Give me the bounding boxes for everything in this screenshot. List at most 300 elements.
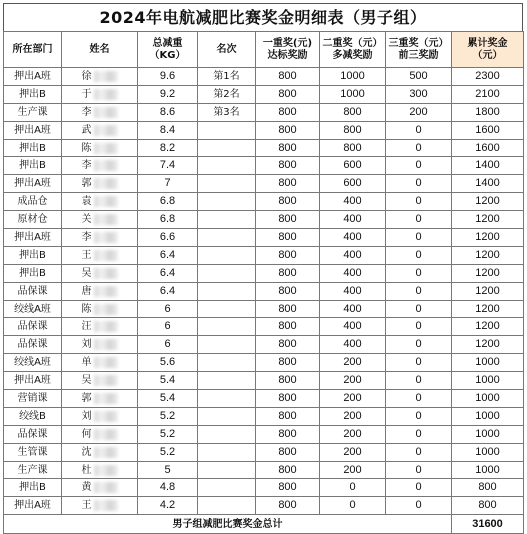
total-row [4, 515, 524, 534]
cell-rank [198, 479, 256, 497]
total-value: 31600 [452, 515, 524, 534]
redaction-blur [94, 286, 118, 297]
name-text: 武 [81, 124, 92, 136]
cell-award1: 800 [256, 264, 320, 282]
cell-dept: 绞线B [4, 407, 62, 425]
cell-name [62, 336, 138, 354]
name-wrap [82, 248, 118, 263]
cell-name [62, 443, 138, 461]
cell-award2: 0 [320, 479, 386, 497]
cell-total: 2300 [452, 68, 524, 86]
name-wrap [82, 123, 118, 138]
cell-rank: 第2名 [198, 85, 256, 103]
redaction-blur [94, 232, 118, 243]
cell-name [62, 246, 138, 264]
cell-award3: 0 [386, 425, 452, 443]
cell-award3: 0 [386, 211, 452, 229]
name-wrap [82, 284, 118, 299]
name-text: 吴 [81, 267, 92, 279]
total-label: 男子组减肥比赛奖金总计 [4, 515, 452, 534]
table-row [4, 300, 524, 318]
cell-weight-loss: 6.8 [138, 193, 198, 211]
cell-rank [198, 461, 256, 479]
cell-award3: 0 [386, 121, 452, 139]
table-body [4, 68, 524, 515]
table-row [4, 193, 524, 211]
cell-award1: 800 [256, 300, 320, 318]
name-text: 唐 [81, 285, 92, 297]
cell-award3: 0 [386, 372, 452, 390]
cell-award2: 0 [320, 497, 386, 515]
cell-award2: 400 [320, 211, 386, 229]
cell-award1: 800 [256, 139, 320, 157]
cell-dept: 押出A班 [4, 372, 62, 390]
cell-dept: 押出A班 [4, 497, 62, 515]
cell-total: 1000 [452, 390, 524, 408]
cell-weight-loss: 6 [138, 318, 198, 336]
cell-total: 1200 [452, 318, 524, 336]
cell-dept: 成品仓 [4, 193, 62, 211]
cell-total: 2100 [452, 85, 524, 103]
cell-rank [198, 229, 256, 247]
cell-rank [198, 443, 256, 461]
cell-rank [198, 407, 256, 425]
cell-award3: 0 [386, 139, 452, 157]
name-wrap [82, 230, 118, 245]
header-weight-loss-line1: 总减重 [152, 37, 183, 49]
cell-award1: 800 [256, 121, 320, 139]
name-wrap [82, 445, 118, 460]
cell-award2: 600 [320, 175, 386, 193]
cell-award1: 800 [256, 372, 320, 390]
cell-award3: 200 [386, 103, 452, 121]
name-text: 刘 [81, 339, 92, 351]
redaction-blur [94, 465, 118, 476]
cell-name [62, 407, 138, 425]
cell-award2: 400 [320, 229, 386, 247]
name-wrap [82, 498, 118, 513]
cell-total: 1000 [452, 425, 524, 443]
cell-total: 1800 [452, 103, 524, 121]
redaction-blur [94, 178, 118, 189]
name-wrap [82, 427, 118, 442]
cell-dept: 绞线A班 [4, 354, 62, 372]
cell-award1: 800 [256, 211, 320, 229]
cell-total: 1400 [452, 157, 524, 175]
cell-total: 1200 [452, 282, 524, 300]
name-text: 何 [81, 428, 92, 440]
cell-name [62, 264, 138, 282]
header-rank: 名次 [198, 32, 256, 68]
cell-award2: 400 [320, 282, 386, 300]
cell-award1: 800 [256, 103, 320, 121]
cell-dept: 押出A班 [4, 68, 62, 86]
table-row [4, 157, 524, 175]
header-total-line2: （元） [472, 49, 503, 61]
redaction-blur [94, 160, 118, 171]
cell-weight-loss: 7.4 [138, 157, 198, 175]
redaction-blur [94, 304, 118, 315]
cell-weight-loss: 5 [138, 461, 198, 479]
table-row [4, 264, 524, 282]
cell-dept: 品保课 [4, 318, 62, 336]
cell-name [62, 193, 138, 211]
cell-weight-loss: 6.4 [138, 246, 198, 264]
cell-weight-loss: 4.2 [138, 497, 198, 515]
name-text: 汪 [81, 321, 92, 333]
table-row [4, 461, 524, 479]
cell-weight-loss: 6.6 [138, 229, 198, 247]
cell-name [62, 497, 138, 515]
header-award2-line2: 多减奖励 [332, 49, 373, 61]
redaction-blur [94, 125, 118, 136]
cell-award3: 300 [386, 85, 452, 103]
cell-award2: 200 [320, 425, 386, 443]
cell-rank [198, 139, 256, 157]
name-wrap [82, 319, 118, 334]
cell-rank [198, 390, 256, 408]
cell-award3: 0 [386, 390, 452, 408]
redaction-blur [94, 500, 118, 511]
cell-award1: 800 [256, 443, 320, 461]
cell-weight-loss: 8.4 [138, 121, 198, 139]
name-text: 吴 [81, 375, 92, 387]
header-total-line1: 累计奖金 [467, 37, 508, 49]
cell-total: 1000 [452, 443, 524, 461]
cell-award3: 0 [386, 264, 452, 282]
cell-award2: 400 [320, 336, 386, 354]
name-wrap [82, 266, 118, 281]
header-award2-line1: 二重奖（元） [322, 37, 383, 49]
cell-award3: 0 [386, 300, 452, 318]
cell-award2: 200 [320, 354, 386, 372]
cell-rank [198, 211, 256, 229]
name-wrap [82, 176, 118, 191]
cell-award3: 0 [386, 461, 452, 479]
cell-weight-loss: 6 [138, 336, 198, 354]
name-text: 王 [81, 500, 92, 512]
cell-award1: 800 [256, 85, 320, 103]
redaction-blur [94, 89, 118, 100]
cell-name [62, 282, 138, 300]
cell-name [62, 461, 138, 479]
cell-weight-loss: 5.2 [138, 407, 198, 425]
cell-dept: 押出B [4, 85, 62, 103]
cell-award1: 800 [256, 336, 320, 354]
header-award3-line2: 前三奖励 [398, 49, 439, 61]
name-wrap [82, 105, 118, 120]
cell-rank [198, 425, 256, 443]
cell-rank [198, 157, 256, 175]
cell-total: 1400 [452, 175, 524, 193]
cell-name [62, 318, 138, 336]
name-text: 沈 [81, 446, 92, 458]
cell-rank: 第3名 [198, 103, 256, 121]
redaction-blur [94, 250, 118, 261]
name-text: 徐 [81, 70, 92, 82]
table-row [4, 103, 524, 121]
name-wrap [82, 302, 118, 317]
cell-award2: 400 [320, 300, 386, 318]
name-text: 李 [81, 160, 92, 172]
redaction-blur [94, 196, 118, 207]
table-row [4, 85, 524, 103]
table-row [4, 318, 524, 336]
cell-name [62, 425, 138, 443]
cell-weight-loss: 5.4 [138, 390, 198, 408]
cell-award2: 800 [320, 139, 386, 157]
cell-total: 1200 [452, 336, 524, 354]
cell-weight-loss: 6.8 [138, 211, 198, 229]
cell-weight-loss: 8.2 [138, 139, 198, 157]
cell-name [62, 68, 138, 86]
name-text: 郭 [81, 392, 92, 404]
cell-rank [198, 175, 256, 193]
cell-weight-loss: 5.2 [138, 425, 198, 443]
name-wrap [82, 391, 118, 406]
cell-dept: 营销课 [4, 390, 62, 408]
cell-dept: 押出B [4, 246, 62, 264]
table-row [4, 407, 524, 425]
redaction-blur [94, 411, 118, 422]
cell-award2: 800 [320, 121, 386, 139]
cell-name [62, 372, 138, 390]
cell-weight-loss: 5.4 [138, 372, 198, 390]
name-text: 于 [81, 88, 92, 100]
name-wrap [82, 194, 118, 209]
name-wrap [82, 69, 118, 84]
header-award1-line2: 达标奖励 [267, 49, 308, 61]
name-text: 陈 [81, 303, 92, 315]
table-row [4, 497, 524, 515]
name-text: 陈 [81, 142, 92, 154]
cell-name [62, 121, 138, 139]
table-row [4, 425, 524, 443]
cell-award1: 800 [256, 354, 320, 372]
cell-total: 1200 [452, 229, 524, 247]
header-row [4, 32, 524, 68]
cell-total: 800 [452, 497, 524, 515]
table-row [4, 229, 524, 247]
cell-award3: 0 [386, 407, 452, 425]
cell-rank [198, 354, 256, 372]
redaction-blur [94, 107, 118, 118]
bonus-sheet [3, 3, 523, 530]
name-text: 关 [81, 214, 92, 226]
cell-rank [198, 282, 256, 300]
cell-award1: 800 [256, 246, 320, 264]
cell-award2: 200 [320, 461, 386, 479]
cell-award3: 0 [386, 193, 452, 211]
cell-rank [198, 497, 256, 515]
cell-award2: 200 [320, 407, 386, 425]
cell-award2: 200 [320, 372, 386, 390]
cell-rank [198, 372, 256, 390]
table-row [4, 372, 524, 390]
cell-weight-loss: 7 [138, 175, 198, 193]
name-wrap [82, 141, 118, 156]
cell-dept: 押出B [4, 264, 62, 282]
cell-dept: 生产课 [4, 461, 62, 479]
name-wrap [82, 373, 118, 388]
table-row [4, 390, 524, 408]
table-row [4, 246, 524, 264]
cell-rank: 第1名 [198, 68, 256, 86]
cell-total: 1000 [452, 354, 524, 372]
name-wrap [82, 212, 118, 227]
header-award2 [320, 32, 386, 68]
cell-name [62, 300, 138, 318]
cell-weight-loss: 5.2 [138, 443, 198, 461]
cell-award2: 1000 [320, 68, 386, 86]
cell-award3: 500 [386, 68, 452, 86]
name-text: 李 [81, 231, 92, 243]
cell-name [62, 211, 138, 229]
cell-total: 1000 [452, 407, 524, 425]
header-award1 [256, 32, 320, 68]
name-text: 王 [81, 249, 92, 261]
cell-name [62, 354, 138, 372]
cell-award2: 400 [320, 264, 386, 282]
bonus-table [3, 31, 524, 534]
cell-name [62, 157, 138, 175]
cell-award1: 800 [256, 68, 320, 86]
cell-award1: 800 [256, 157, 320, 175]
cell-award2: 600 [320, 157, 386, 175]
name-text: 黄 [81, 482, 92, 494]
cell-name [62, 175, 138, 193]
cell-dept: 生管课 [4, 443, 62, 461]
cell-dept: 原材仓 [4, 211, 62, 229]
redaction-blur [94, 321, 118, 332]
table-row [4, 139, 524, 157]
cell-dept: 品保课 [4, 282, 62, 300]
cell-rank [198, 193, 256, 211]
cell-award2: 400 [320, 318, 386, 336]
cell-award1: 800 [256, 407, 320, 425]
cell-award2: 400 [320, 246, 386, 264]
cell-award2: 800 [320, 103, 386, 121]
name-text: 杜 [81, 464, 92, 476]
table-row [4, 211, 524, 229]
cell-rank [198, 300, 256, 318]
cell-total: 1000 [452, 461, 524, 479]
cell-name [62, 139, 138, 157]
cell-award3: 0 [386, 175, 452, 193]
header-dept: 所在部门 [4, 32, 62, 68]
name-text: 郭 [81, 178, 92, 190]
cell-rank [198, 246, 256, 264]
cell-award3: 0 [386, 282, 452, 300]
redaction-blur [94, 375, 118, 386]
cell-award2: 200 [320, 390, 386, 408]
cell-total: 1200 [452, 300, 524, 318]
name-text: 袁 [81, 196, 92, 208]
cell-dept: 押出B [4, 479, 62, 497]
cell-award1: 800 [256, 175, 320, 193]
cell-dept: 押出B [4, 139, 62, 157]
cell-award1: 800 [256, 282, 320, 300]
table-row [4, 121, 524, 139]
header-name: 姓名 [62, 32, 138, 68]
name-text: 单 [81, 357, 92, 369]
name-text: 李 [81, 106, 92, 118]
name-wrap [82, 409, 118, 424]
table-row [4, 68, 524, 86]
name-wrap [82, 337, 118, 352]
cell-rank [198, 318, 256, 336]
cell-weight-loss: 9.6 [138, 68, 198, 86]
cell-rank [198, 336, 256, 354]
table-row [4, 443, 524, 461]
redaction-blur [94, 339, 118, 350]
cell-total: 1200 [452, 211, 524, 229]
cell-award1: 800 [256, 193, 320, 211]
name-wrap [82, 158, 118, 173]
cell-weight-loss: 6.4 [138, 264, 198, 282]
redaction-blur [94, 393, 118, 404]
cell-award3: 0 [386, 318, 452, 336]
sheet-title: 2024年电航减肥比赛奖金明细表（男子组） [3, 3, 523, 31]
cell-award1: 800 [256, 390, 320, 408]
cell-dept: 绞线A班 [4, 300, 62, 318]
cell-award3: 0 [386, 443, 452, 461]
redaction-blur [94, 143, 118, 154]
cell-dept: 生产课 [4, 103, 62, 121]
cell-award1: 800 [256, 229, 320, 247]
cell-name [62, 85, 138, 103]
table-row [4, 479, 524, 497]
cell-total: 1000 [452, 372, 524, 390]
cell-award1: 800 [256, 497, 320, 515]
cell-award1: 800 [256, 479, 320, 497]
cell-award2: 1000 [320, 85, 386, 103]
cell-total: 1200 [452, 246, 524, 264]
redaction-blur [94, 214, 118, 225]
redaction-blur [94, 357, 118, 368]
cell-dept: 品保课 [4, 425, 62, 443]
cell-total: 1600 [452, 121, 524, 139]
header-award1-line1: 一重奖(元) [262, 37, 313, 49]
cell-weight-loss: 9.2 [138, 85, 198, 103]
cell-award3: 0 [386, 479, 452, 497]
cell-weight-loss: 4.8 [138, 479, 198, 497]
cell-award3: 0 [386, 246, 452, 264]
header-award3 [386, 32, 452, 68]
cell-award3: 0 [386, 336, 452, 354]
name-wrap [82, 87, 118, 102]
cell-total: 1600 [452, 139, 524, 157]
cell-weight-loss: 8.6 [138, 103, 198, 121]
cell-award1: 800 [256, 425, 320, 443]
cell-weight-loss: 6 [138, 300, 198, 318]
cell-award2: 400 [320, 193, 386, 211]
cell-dept: 押出A班 [4, 229, 62, 247]
cell-award3: 0 [386, 157, 452, 175]
cell-rank [198, 264, 256, 282]
cell-weight-loss: 5.6 [138, 354, 198, 372]
cell-award3: 0 [386, 229, 452, 247]
cell-total: 1200 [452, 193, 524, 211]
cell-award3: 0 [386, 497, 452, 515]
cell-dept: 押出B [4, 157, 62, 175]
cell-dept: 品保课 [4, 336, 62, 354]
redaction-blur [94, 71, 118, 82]
cell-award2: 200 [320, 443, 386, 461]
name-wrap [82, 480, 118, 495]
name-wrap [82, 355, 118, 370]
header-award3-line1: 三重奖（元） [388, 37, 449, 49]
